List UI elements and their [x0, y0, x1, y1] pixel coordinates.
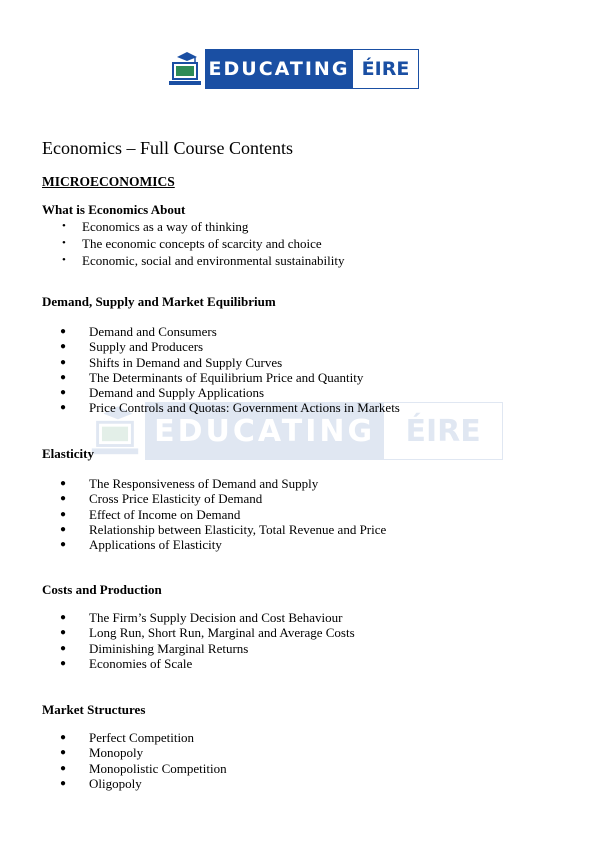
educating-eire-logo [165, 49, 420, 89]
list-item: ● Effect of Income on Demand [60, 506, 241, 522]
document-title: Economics – Full Course Contents [42, 138, 293, 158]
list-item: ● Cross Price Elasticity of Demand [60, 491, 263, 507]
list-item-text: Economies of Scale [89, 655, 193, 671]
list-item: ● Demand and Consumers [60, 324, 217, 339]
list-item: ● Perfect Competition [60, 730, 195, 745]
watermark-right-text: ÉIRE [384, 402, 503, 460]
logo-left-text: EDUCATING [205, 49, 353, 89]
section-heading: Elasticity [42, 446, 94, 461]
section-heading: What is Economics About [42, 202, 186, 217]
list-item-text: Monopolistic Competition [89, 760, 227, 776]
list-item: ● Diminishing Marginal Returns [60, 640, 249, 656]
list-item: ● Oligopoly [60, 775, 142, 791]
watermark-left-text: EDUCATING [145, 402, 384, 460]
logo-right-text: ÉIRE [353, 49, 419, 89]
part-title: MICROECONOMICS [42, 174, 175, 189]
section-heading: Demand, Supply and Market Equilibrium [42, 294, 276, 309]
list-item-text: Economics as a way of thinking [82, 219, 249, 234]
list-item-text: Demand and Consumers [89, 324, 217, 339]
topic-list [60, 324, 400, 416]
list-item-text: Cross Price Elasticity of Demand [89, 491, 263, 507]
list-item-text: Shifts in Demand and Supply Curves [89, 354, 283, 370]
list-item-text: The Determinants of Equilibrium Price and Quantity [89, 369, 364, 385]
section-heading: Costs and Production [42, 582, 162, 597]
list-item: ● The Responsiveness of Demand and Supply [60, 476, 319, 491]
list-item-text: The Responsiveness of Demand and Supply [89, 476, 319, 491]
list-item-text: Economic, social and environmental sustainability [82, 253, 345, 268]
list-item: • Economics as a way of thinking [62, 219, 249, 234]
list-item-text: Long Run, Short Run, Marginal and Average Costs [89, 625, 355, 641]
list-item: ● Monopolistic Competition [60, 760, 227, 776]
list-item: ● The Determinants of Equilibrium Price and Quantity [60, 369, 364, 385]
list-item-text: Supply and Producers [89, 339, 204, 355]
list-item-text: The economic concepts of scarcity and choice [82, 236, 322, 251]
topic-list [60, 610, 355, 671]
list-item: ● Relationship between Elasticity, Total Revenue and Price [60, 521, 387, 537]
list-item: ● Monopoly [60, 745, 144, 761]
list-item-text: Effect of Income on Demand [89, 506, 241, 522]
list-item: • The economic concepts of scarcity and choice [62, 236, 322, 251]
list-item: ● Long Run, Short Run, Marginal and Average Costs [60, 625, 355, 641]
list-item: ● The Firm’s Supply Decision and Cost Behaviour [60, 610, 343, 625]
list-item-text: Relationship between Elasticity, Total Revenue and Price [89, 521, 387, 537]
list-item: ● Supply and Producers [60, 339, 204, 355]
list-item-text: Applications of Elasticity [89, 537, 222, 553]
list-item-text: The Firm’s Supply Decision and Cost Behaviour [89, 610, 343, 625]
list-item-text: Oligopoly [89, 775, 142, 791]
topic-list [60, 730, 227, 791]
list-item-text: Demand and Supply Applications [89, 385, 265, 401]
list-item-text: Perfect Competition [89, 730, 195, 745]
list-item-text: Diminishing Marginal Returns [89, 640, 249, 656]
section-heading: Market Structures [42, 702, 146, 717]
list-item-text: Monopoly [89, 745, 144, 761]
topic-list [60, 218, 344, 269]
list-item: • Economic, social and environmental sustainability [62, 253, 345, 268]
list-item: ● Applications of Elasticity [60, 537, 222, 553]
list-item: ● Demand and Supply Applications [60, 385, 265, 401]
list-item: ● Economies of Scale [60, 655, 193, 671]
list-item-text: Price Controls and Quotas: Government Actions in Markets [89, 400, 400, 416]
graduate-computer-icon [165, 49, 205, 89]
topic-list [60, 476, 386, 552]
list-item: ● Price Controls and Quotas: Government Actions in Markets [60, 400, 400, 416]
list-item: ● Shifts in Demand and Supply Curves [60, 354, 283, 370]
